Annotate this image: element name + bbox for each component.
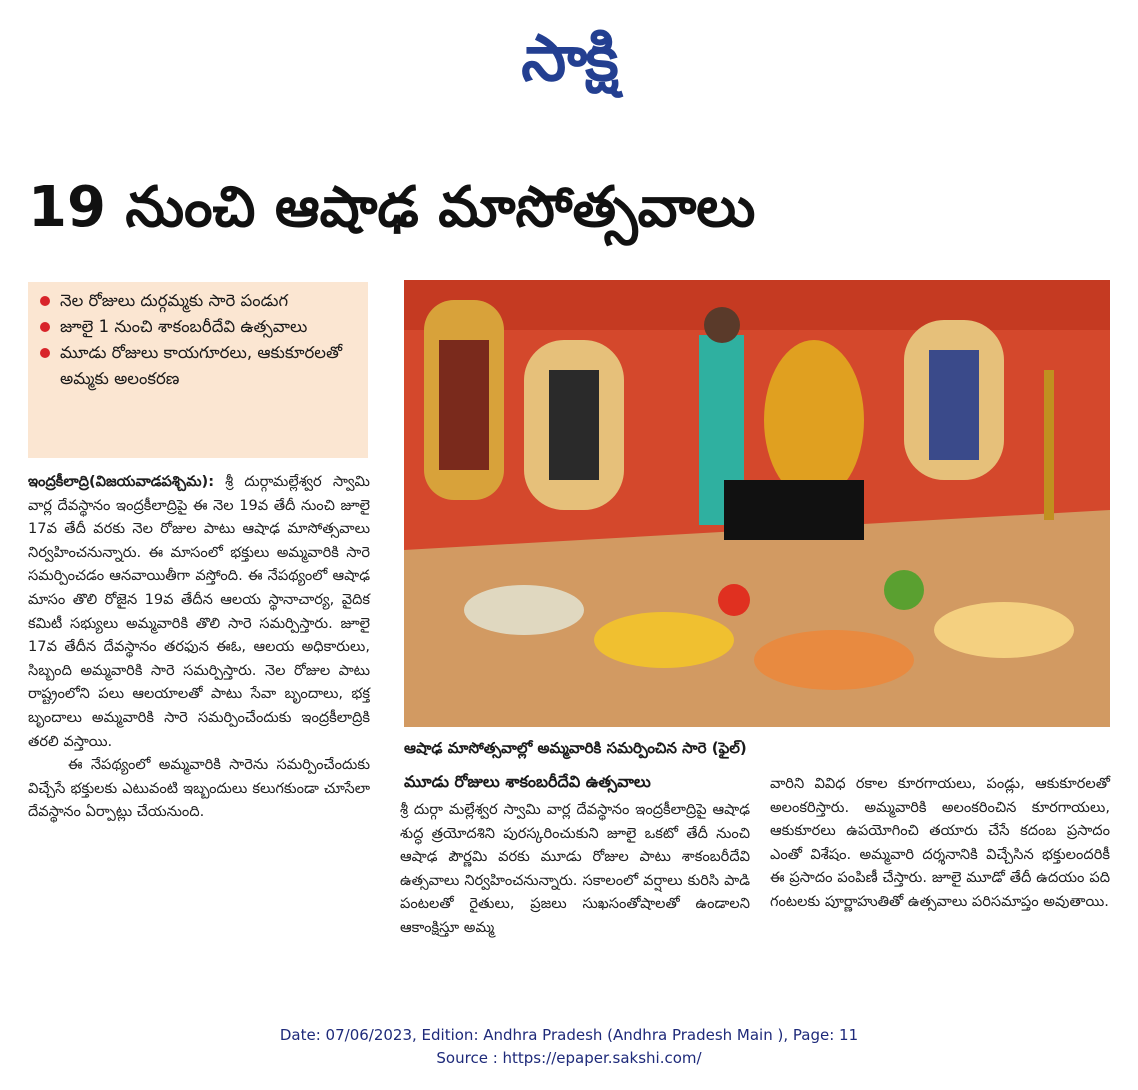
bullet-icon	[40, 296, 50, 306]
newspaper-logo: సాక్షి	[521, 22, 617, 96]
article-column-3	[770, 772, 1110, 914]
highlights-box	[28, 282, 368, 458]
article-paragraph: శ్రీ దుర్గా మల్లేశ్వర స్వామి వార్ల దేవస్థానం ఇంద్రకీలాద్రిపై ఆషాఢ శుద్ధ త్రయోదశిని పురస్కరించుకుని జూలై ఒకటో తేదీ నుంచి ఆషాఢ పౌర్ణమి వరకు మూడు రోజుల పాటు శాకంబరీదేవి ఉత్సవాలు నిర్వహించనున్నారు. సకాలంలో వర్షాలు కురిసి పాడి పంటలతో రైతులు, ప్రజలు సుఖసంతోషాలతో ఉండాలని ఆకాంక్షిస్తూ అమ్మ	[400, 801, 750, 936]
photo-caption: ఆషాఢ మాసోత్సవాల్లో అమ్మవారికి సమర్పించిన సారె (ఫైల్)	[404, 739, 747, 757]
bullet-icon	[40, 322, 50, 332]
highlight-item: జూలై 1 నుంచి శాకంబరీదేవి ఉత్సవాలు	[38, 314, 358, 340]
masthead	[0, 14, 1138, 104]
highlight-item: నెల రోజులు దుర్గమ్మకు సారె పండుగ	[38, 288, 358, 314]
edition-info: Date: 07/06/2023, Edition: Andhra Pradesh (Andhra Pradesh Main ), Page: 11	[279, 1026, 859, 1044]
bullet-icon	[40, 348, 50, 358]
temple-photo	[404, 280, 1110, 727]
dateline: ఇంద్రకీలాద్రి(విజయవాడపశ్చిమ):	[28, 473, 215, 490]
article-paragraph: వారిని వివిధ రకాల కూరగాయలు, పండ్లు, ఆకుకూరలతో అలంకరిస్తారు. అమ్మవారికి అలంకరించిన కూరగాయలు, ఆకుకూరలు ఉపయోగించి తయారు చేసే కదంబ ప్రసాదం ఎంతో విశేషం. అమ్మవారి దర్శనానికి విచ్చేసిన భక్తులందరికీ ఈ ప్రసాదం పంపిణీ చేస్తారు. జూలై మూడో తేదీ ఉదయం పది గంటలకు పూర్ణాహుతితో ఉత్సవాలు పరిసమాప్తం అవుతాయి.	[770, 775, 1110, 910]
article-paragraph: ఈ నేపథ్యంలో అమ్మవారికి సారెను సమర్పించేందుకు విచ్చేసే భక్తులకు ఎటువంటి ఇబ్బందులు కలుగకుండా చూసేలా దేవస్థానం ఏర్పాట్లు చేయనుంది.	[28, 756, 370, 821]
subheading: మూడు రోజులు శాకంబరీదేవి ఉత్సవాలు	[404, 772, 651, 791]
highlight-item: మూడు రోజులు కాయగూరలు, ఆకుకూరలతో అమ్మకు అలంకరణ	[38, 340, 358, 392]
article-column-2	[400, 798, 750, 940]
article-column-1	[28, 470, 370, 824]
article-paragraph: శ్రీ దుర్గామల్లేశ్వర స్వామి వార్ల దేవస్థానం ఇంద్రకీలాద్రిపై ఈ నెల 19వ తేదీ నుంచి జూలై 17వ తేదీ వరకు నెల రోజుల పాటు ఆషాఢ మాసోత్సవాలు నిర్వహించనున్నారు. ఈ మాసంలో భక్తులు అమ్మవారికి సారె సమర్పించడం ఆనవాయితీగా వస్తోంది. ఈ నేపథ్యంలో ఆషాఢ మాసం తొలి రోజైన 19వ తేదీన ఆలయ స్థానాచార్య, వైదిక కమిటీ సభ్యులు అమ్మవారికి తొలి సారె సమర్పిస్తారు. జూలై 17వ తేదీన దేవస్థానం తరఫున ఈఓ, ఆలయ అధికారులు, సిబ్బంది అమ్మవారికి సారె సమర్పిస్తారు. నెల రోజుల పాటు రాష్ట్రంలోని పలు ఆలయాలతో పాటు సేవా బృందాలు, భక్త బృందాలు అమ్మవారికి సారె సమర్పించేందుకు ఇంద్రకీలాద్రికి తరలి వస్తాయి.	[28, 473, 371, 750]
footer	[0, 1024, 1138, 1070]
headline: 19 నుంచి ఆషాఢ మాసోత్సవాలు	[28, 175, 756, 240]
source-link[interactable]: Source : https://epaper.sakshi.com/	[436, 1049, 702, 1067]
